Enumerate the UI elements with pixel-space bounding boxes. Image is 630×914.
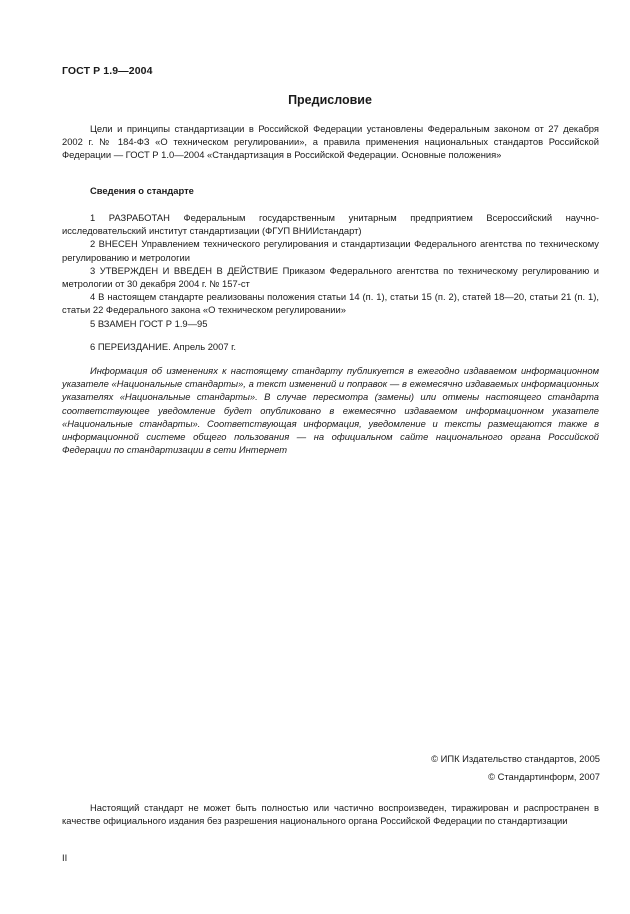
standard-info-item: [62, 237, 599, 263]
standard-info-item-text: 4 В настоящем стандарте реализованы положения статьи 14 (п. 1), статьи 15 (п. 2), статей 18—20, статьи 21 (п. 1), статьи 22 Федерального закона «О техническом регулировании»: [62, 291, 599, 316]
reproduction-rights: [62, 801, 599, 827]
standard-info-item-text: 1 РАЗРАБОТАН Федеральным государственным унитарным предприятием Всероссийский научно-исследовательский институт стандартизации (ФГУП ВНИИстандарт): [62, 212, 599, 237]
document-code: ГОСТ Р 1.9—2004: [62, 65, 153, 77]
standard-info-item: [62, 317, 599, 330]
changes-notice-text: Информация об изменениях к настоящему стандарту публикуется в ежегодно издаваемом информационном указателе «Национальные стандарты», а текст изменений и поправок — в ежемесячно издаваемых информационных указателях «Национальные стандарты». В случае пересмотра (замены) или отмены настоящего стандарта соответствующее уведомление будет опубликовано в ежемесячно издаваемом информационном указателе «Национальные стандарты». Соответствующая информация, уведомление и тексты размещаются также в информационной системе общего пользования — на официальном сайте национального органа Российской Федерации по стандартизации в сети Интернет: [62, 365, 599, 456]
copyright-standartinform: © Стандартинформ, 2007: [488, 771, 600, 782]
standard-info-item: [62, 290, 599, 316]
copyright-publisher: © ИПК Издательство стандартов, 2005: [431, 753, 600, 764]
standard-info-item-text: 5 ВЗАМЕН ГОСТ Р 1.9—95: [90, 317, 208, 329]
standard-info-item: [62, 211, 599, 237]
preface-title: Предисловие: [288, 93, 372, 107]
reproduction-rights-text: Настоящий стандарт не может быть полностью или частично воспроизведен, тиражирован и распространен в качестве официального издания без разрешения национального органа Российской Федерации по стандартизации: [62, 802, 599, 827]
standard-info-item: [62, 264, 599, 290]
changes-notice: [62, 364, 599, 456]
standard-info-heading: Сведения о стандарте: [90, 185, 194, 196]
reissue-note: 6 ПЕРЕИЗДАНИЕ. Апрель 2007 г.: [90, 341, 237, 352]
standard-info-list: [62, 211, 599, 330]
standard-info-item-text: 3 УТВЕРЖДЕН И ВВЕДЕН В ДЕЙСТВИЕ Приказом Федерального агентства по техническому регулированию и метрологии от 30 декабря 2004 г. № 157-ст: [62, 264, 599, 290]
preface-intro-text: Цели и принципы стандартизации в Российской Федерации установлены Федеральным законом от 27 декабря 2002 г. № 184-ФЗ «О техническом регулировании», а правила применения национальных стандартов Российской Федерации — ГОСТ Р 1.0—2004 «Стандартизация в Российской Федерации. Основные положения»: [62, 123, 599, 161]
page-number: II: [62, 852, 68, 863]
preface-intro: [62, 122, 599, 162]
standard-info-item-text: 2 ВНЕСЕН Управлением технического регулирования и стандартизации Федерального агентства по техническому регулированию и метрологии: [62, 238, 599, 263]
